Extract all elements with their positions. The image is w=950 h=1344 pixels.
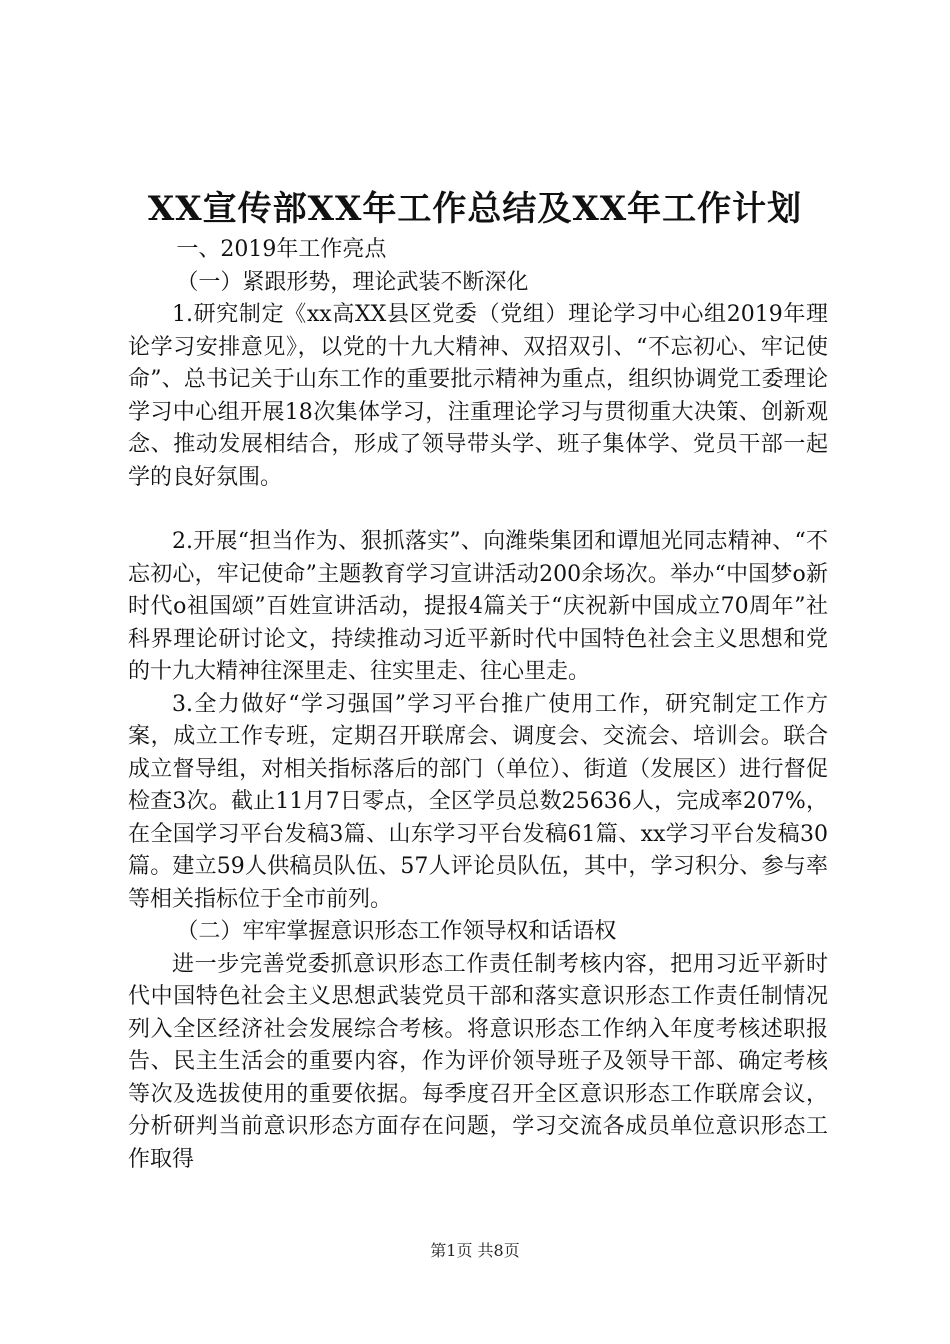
page-footer: 第1页 共8页 bbox=[430, 1241, 520, 1260]
section-1-paragraph-3: 3.全力做好“学习强国”学习平台推广使用工作，研究制定工作方案，成立工作专班，定期召开联席会、调度会、交流会、培训会。联合成立督导组，对相关指标落后的部门（单位）、街道（发展区）进行督促检查3次。截止11月7日零点，全区学员总数25636人，完成率207%，在全国学习平台发稿3篇、山东学习平台发稿61篇、xx学习平台发稿30篇。建立59人供稿员队伍、57人评论员队伍，其中，学习积分、参与率等相关指标位于全市前列。 bbox=[128, 691, 828, 912]
heading-1: 一、2019年工作亮点 bbox=[176, 237, 387, 262]
document-title: XX宣传部XX年工作总结及XX年工作计划 bbox=[147, 189, 803, 229]
section-1-heading: （一）紧跟形势，理论武装不断深化 bbox=[176, 269, 529, 295]
document-body bbox=[128, 234, 828, 1176]
section-1-paragraph-1: 1.研究制定《xx高XX县区党委（党组）理论学习中心组2019年理论学习安排意见》，以党的十九大精神、双招双引、“不忘初心、牢记使命”、总书记关于山东工作的重要批示精神为重点，组织协调党工委理论学习中心组开展18次集体学习，注重理论学习与贯彻重大决策、创新观念、推动发展相结合，形成了领导带头学、班子集体学、党员干部一起学的良好氛围。 bbox=[128, 302, 828, 490]
section-2-heading: （二）牢牢掌握意识形态工作领导权和话语权 bbox=[176, 919, 617, 944]
section-1-paragraph-2: 2.开展“担当作为、狠抓落实”、向潍柴集团和谭旭光同志精神、“不忘初心，牢记使命”主题教育学习宣讲活动200余场次。举办“中国梦o新时代o祖国颂”百姓宣讲活动，提报4篇关于“庆祝新中国成立70周年”社科界理论研讨论文，持续推动习近平新时代中国特色社会主义思想和党的十九大精神往深里走、往实里走、往心里走。 bbox=[128, 529, 828, 684]
section-2-paragraph-1: 进一步完善党委抓意识形态工作责任制考核内容，把用习近平新时代中国特色社会主义思想武装党员干部和落实意识形态工作责任制情况列入全区经济社会发展综合考核。将意识形态工作纳入年度考核述职报告、民主生活会的重要内容，作为评价领导班子及领导干部、确定考核等次及选拔使用的重要依据。每季度召开全区意识形态工作联席会议，分析研判当前意识形态方面存在问题，学习交流各成员单位意识形态工作取得 bbox=[128, 951, 828, 1172]
